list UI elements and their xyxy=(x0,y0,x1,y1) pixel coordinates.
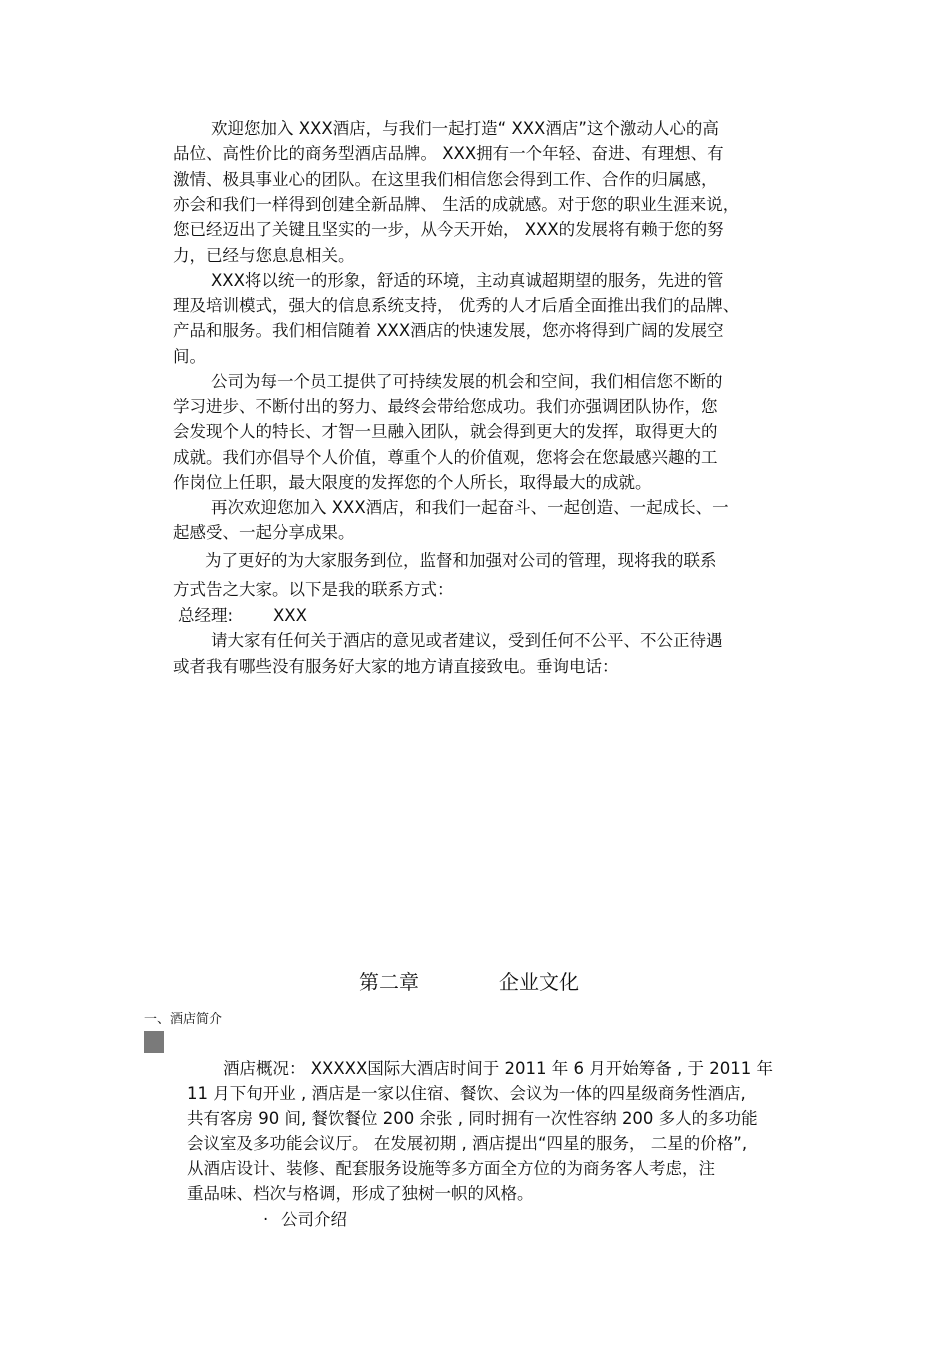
welcome-p1-line: 您已经迈出了关键且坚实的一步，从今天开始， XXX的发展将有赖于您的努 xyxy=(173,220,724,239)
hotel-overview-line: 共有客房 90 间, 餐饮餐位 200 余张 , 同时拥有一次性容纳 200 多人的多功能 xyxy=(187,1109,758,1128)
section-heading-hotel-intro: 一、酒店简介 xyxy=(144,1012,223,1027)
chapter-number: 第二章 xyxy=(359,970,419,994)
hotel-overview-line: 重品味、档次与格调，形成了独树一帜的风格。 xyxy=(187,1184,534,1203)
contact-intro-line: 为了更好的为大家服务到位，监督和加强对公司的管理，现将我的联系 xyxy=(205,551,717,570)
welcome-p4-line: 再次欢迎您加入 XXX酒店，和我们一起奋斗、一起创造、一起成长、一 xyxy=(211,498,729,517)
contact-request-line: 请大家有任何关于酒店的意见或者建议，受到任何不公平、不公正待遇 xyxy=(211,631,723,650)
welcome-p2-line: 间。 xyxy=(173,347,206,366)
welcome-p3-line: 会发现个人的特长、才智一旦融入团队，就会得到更大的发挥，取得更大的 xyxy=(173,422,718,441)
section-heading-company-intro: 公司介绍 xyxy=(281,1210,347,1229)
welcome-p3-line: 作岗位上任职，最大限度的发挥您的个人所长，取得最大的成就。 xyxy=(173,473,652,492)
welcome-p3-line: 学习进步、不断付出的努力、最终会带给您成功。我们亦强调团队协作，您 xyxy=(173,397,718,416)
welcome-p2-line: 理及培训模式，强大的信息系统支持， 优秀的人才后盾全面推出我们的品牌、 xyxy=(173,296,740,315)
hotel-overview-line: 会议室及多功能会议厅。 在发展初期 , 酒店提出“四星的服务， 二星的价格”, xyxy=(187,1134,748,1153)
welcome-p4-line: 起感受、一起分享成果。 xyxy=(173,523,355,542)
welcome-p2-line: XXX将以统一的形象，舒适的环境，主动真诚超期望的服务，先进的管 xyxy=(211,271,724,290)
gm-label: 总经理: xyxy=(178,606,234,625)
welcome-p1-line: 欢迎您加入 XXX酒店，与我们一起打造“ XXX酒店”这个激动人心的高 xyxy=(211,119,719,138)
welcome-p1-line: 激情、极具事业心的团队。在这里我们相信您会得到工作、合作的归属感， xyxy=(173,170,718,189)
contact-request-line: 或者我有哪些没有服务好大家的地方请直接致电。垂询电话： xyxy=(173,657,619,676)
welcome-p2-line: 产品和服务。我们相信随着 XXX酒店的快速发展，您亦将得到广阔的发展空 xyxy=(173,321,724,340)
welcome-p3-line: 公司为每一个员工提供了可持续发展的机会和空间，我们相信您不断的 xyxy=(211,372,723,391)
gray-block-marker xyxy=(144,1031,164,1053)
contact-intro-line: 方式告之大家。以下是我的联系方式： xyxy=(173,580,454,599)
hotel-overview-line: 11 月下旬开业 , 酒店是一家以住宿、餐饮、会议为一体的四星级商务性酒店, xyxy=(187,1084,746,1103)
welcome-p1-line: 力，已经与您息息相关。 xyxy=(173,246,355,265)
gm-name: XXX xyxy=(273,606,307,625)
welcome-p3-line: 成就。我们亦倡导个人价值，尊重个人的价值观，您将会在您最感兴趣的工 xyxy=(173,448,718,467)
chapter-title: 企业文化 xyxy=(499,970,579,994)
hotel-overview-line: 从酒店设计、装修、配套服务设施等多方面全方位的为商务客人考虑，注 xyxy=(187,1159,715,1178)
bullet-icon: · xyxy=(263,1210,269,1229)
welcome-p1-line: 亦会和我们一样得到创建全新品牌、 生活的成就感。对于您的职业生涯来说， xyxy=(173,195,740,214)
hotel-overview-line: 酒店概况： XXXXX国际大酒店时间于 2011 年 6 月开始筹备 , 于 2011 年 xyxy=(223,1059,773,1078)
welcome-p1-line: 品位、高性价比的商务型酒店品牌。 XXX拥有一个年轻、奋进、有理想、有 xyxy=(173,144,724,163)
